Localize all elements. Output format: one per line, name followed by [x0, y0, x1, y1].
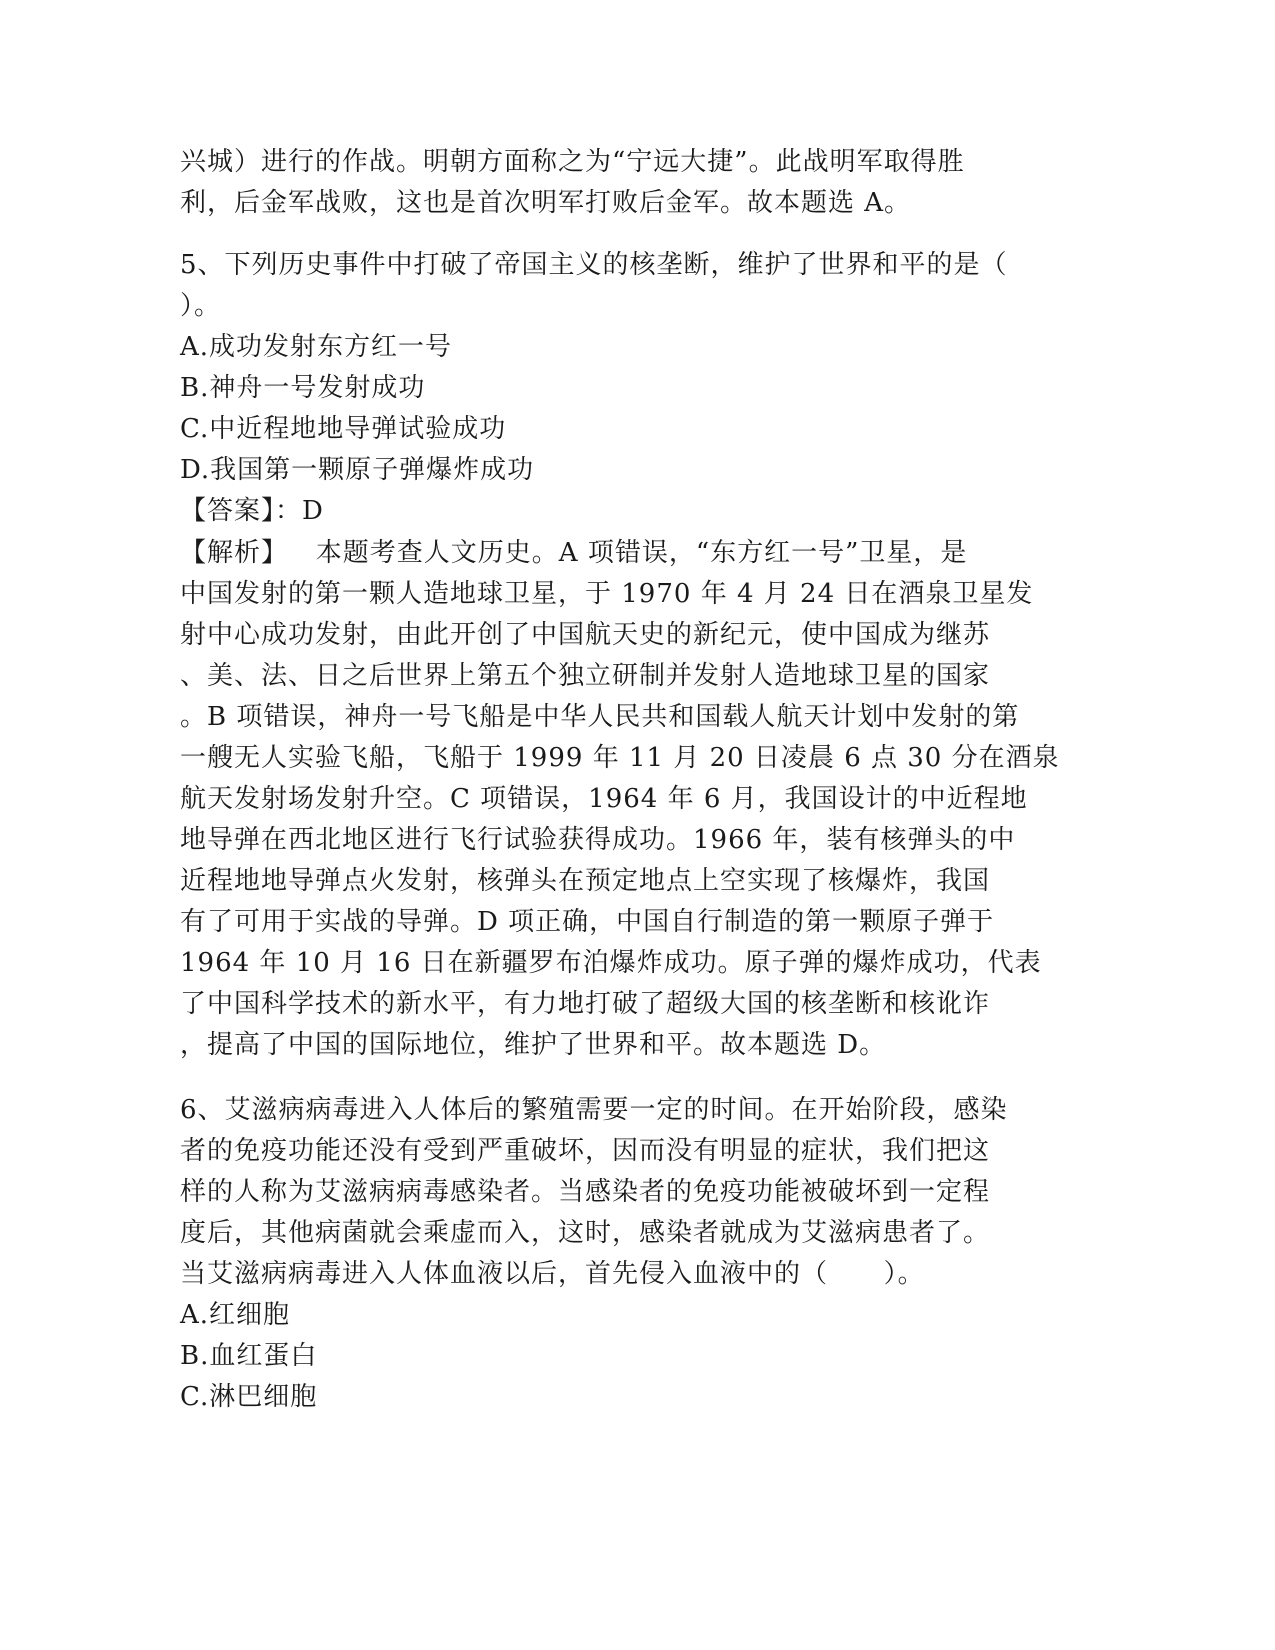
q5-analysis-line-11: 1964 年 10 月 16 日在新疆罗布泊爆炸成功。原子弹的爆炸成功，代表 — [180, 948, 1042, 978]
q5-analysis-line-5: 。B 项错误，神舟一号飞船是中华人民共和国载人航天计划中发射的第 — [180, 702, 1020, 732]
q5-analysis-line-12: 了中国科学技术的新水平，有力地打破了超级大国的核垄断和核讹诈 — [180, 989, 991, 1019]
q5-analysis-line-9: 近程地地导弹点火发射，核弹头在预定地点上空实现了核爆炸，我国 — [180, 866, 991, 896]
q5-analysis-line-8: 地导弹在西北地区进行飞行试验获得成功。1966 年，装有核弹头的中 — [180, 825, 1016, 855]
q5-analysis-line-6: 一艘无人实验飞船，飞船于 1999 年 11 月 20 日凌晨 6 点 30 分在酒泉 — [180, 743, 1060, 773]
q6-stem-line-2: 者的免疫功能还没有受到严重破坏，因而没有明显的症状，我们把这 — [180, 1136, 991, 1166]
q5-option-c: C.中近程地地导弹试验成功 — [180, 414, 507, 444]
q6-option-a: A.红细胞 — [180, 1300, 291, 1330]
q5-analysis-line-10: 有了可用于实战的导弹。D 项正确，中国自行制造的第一颗原子弹于 — [180, 907, 995, 937]
q5-analysis-line-3: 射中心成功发射，由此开创了中国航天史的新纪元，使中国成为继苏 — [180, 620, 991, 650]
q5-option-a: A.成功发射东方红一号 — [180, 332, 453, 362]
continuation-line-1: 兴城）进行的作战。明朝方面称之为“宁远大捷”。此战明军取得胜 — [180, 147, 965, 177]
q6-stem-line-5: 当艾滋病病毒进入人体血液以后，首先侵入血液中的（ ）。 — [180, 1259, 925, 1289]
q5-option-b: B.神舟一号发射成功 — [180, 373, 426, 403]
continuation-line-2: 利，后金军战败，这也是首次明军打败后金军。故本题选 A。 — [180, 188, 912, 218]
q5-option-d: D.我国第一颗原子弹爆炸成功 — [180, 455, 535, 485]
q5-stem-line-2: ）。 — [180, 291, 222, 321]
q6-stem-line-1: 6、艾滋病病毒进入人体后的繁殖需要一定的时间。在开始阶段，感染 — [180, 1095, 1008, 1125]
q5-analysis-line-2: 中国发射的第一颗人造地球卫星，于 1970 年 4 月 24 日在酒泉卫星发 — [180, 579, 1034, 609]
q6-option-b: B.血红蛋白 — [180, 1341, 318, 1371]
q6-stem-line-3: 样的人称为艾滋病病毒感染者。当感染者的免疫功能被破坏到一定程 — [180, 1177, 991, 1207]
q5-analysis-line-4: 、美、法、日之后世界上第五个独立研制并发射人造地球卫星的国家 — [180, 661, 991, 691]
q5-answer: 【答案】：D — [180, 496, 324, 526]
q5-stem-line-1: 5、下列历史事件中打破了帝国主义的核垄断，维护了世界和平的是（ — [180, 250, 1008, 280]
q5-analysis-line-7: 航天发射场发射升空。C 项错误，1964 年 6 月，我国设计的中近程地 — [180, 784, 1028, 814]
q5-analysis-line-1: 【解析】 本题考查人文历史。A 项错误，“东方红一号”卫星，是 — [180, 538, 968, 568]
q6-option-c: C.淋巴细胞 — [180, 1382, 318, 1412]
q6-stem-line-4: 度后，其他病菌就会乘虚而入，这时，感染者就成为艾滋病患者了。 — [180, 1218, 991, 1248]
q5-analysis-line-13: ，提高了中国的国际地位，维护了世界和平。故本题选 D。 — [180, 1030, 887, 1060]
